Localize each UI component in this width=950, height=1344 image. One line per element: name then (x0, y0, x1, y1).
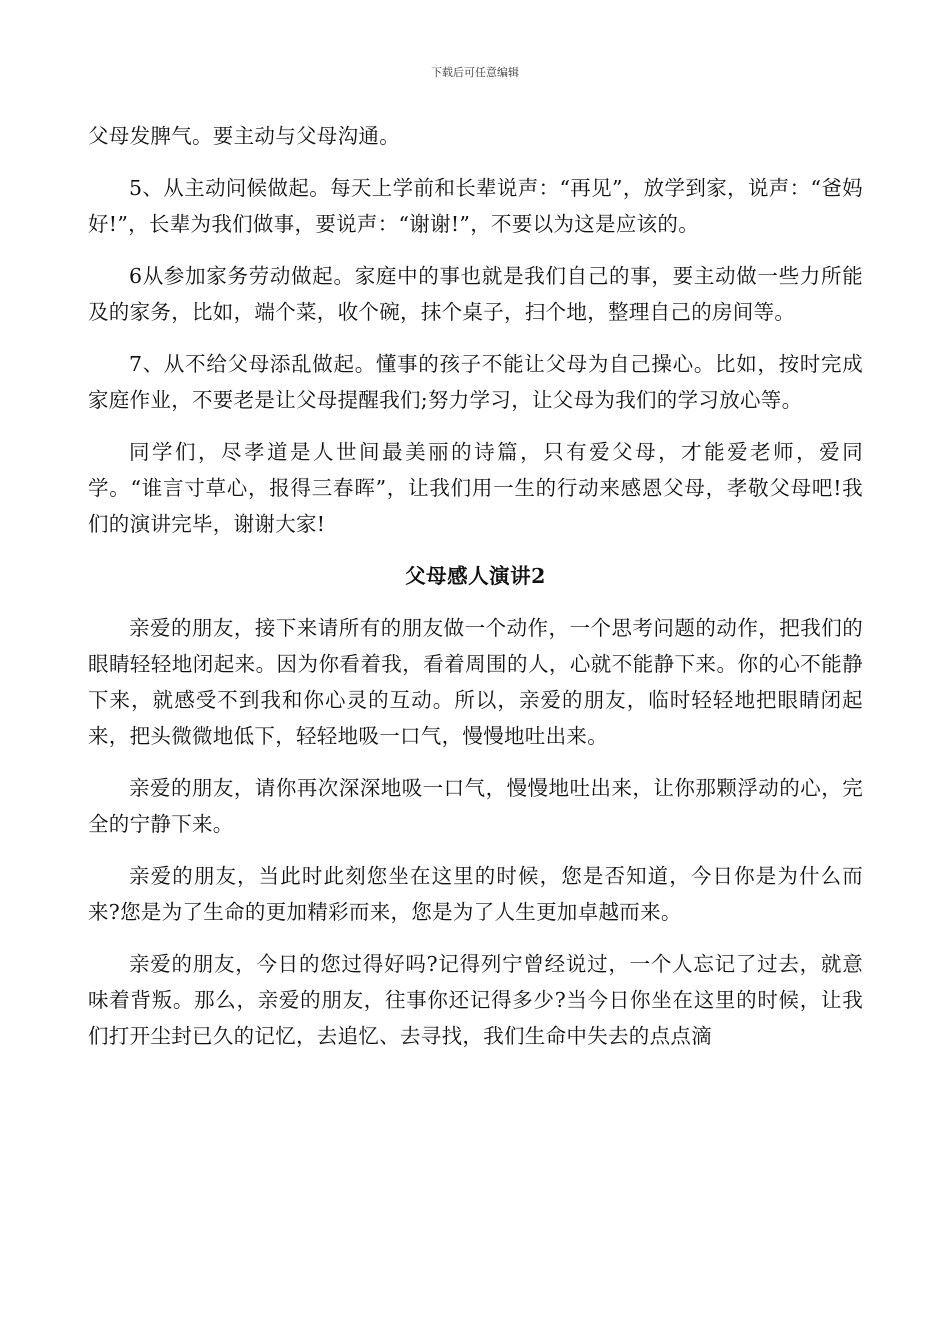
paragraph: 亲爱的朋友，当此时此刻您坐在这里的时候，您是否知道，今日你是为什么而来?您是为了生命的更加精彩而来，您是为了人生更加卓越而来。 (88, 864, 863, 924)
paragraph: 亲爱的朋友，今日的您过得好吗?记得列宁曾经说过，一个人忘记了过去，就意味着背叛。那么，亲爱的朋友，往事你还记得多少?当今日你坐在这里的时候，让我们打开尘封已久的记忆，去追忆、去寻找，我们生命中失去的点点滴 (88, 952, 863, 1048)
paragraph: 7、从不给父母添乱做起。懂事的孩子不能让父母为自己操心。比如，按时完成家庭作业，不要老是让父母提醒我们;努力学习，让父母为我们的学习放心等。 (88, 352, 863, 412)
document-body (88, 118, 863, 1070)
paragraph: 亲爱的朋友，请你再次深深地吸一口气，慢慢地吐出来，让你那颗浮动的心，完全的宁静下来。 (88, 776, 863, 836)
paragraph: 亲爱的朋友，接下来请所有的朋友做一个动作，一个思考问题的动作，把我们的眼睛轻轻地闭起来。因为你看着我，看着周围的人，心就不能静下来。你的心不能静下来，就感受不到我和你心灵的互动。所以，亲爱的朋友，临时轻轻地把眼睛闭起来，把头微微地低下，轻轻地吸一口气，慢慢地吐出来。 (88, 616, 863, 748)
paragraph: 5、从主动问候做起。每天上学前和长辈说声：“再见”，放学到家，说声：“爸妈好!”，长辈为我们做事，要说声：“谢谢!”，不要以为这是应该的。 (88, 176, 863, 236)
paragraph: 6从参加家务劳动做起。家庭中的事也就是我们自己的事，要主动做一些力所能及的家务，比如，端个菜，收个碗，抹个桌子，扫个地，整理自己的房间等。 (88, 264, 863, 324)
page-header-note: 下载后可任意编辑 (431, 66, 519, 79)
section-title: 父母感人演讲2 (405, 564, 546, 588)
paragraph: 父母发脾气。要主动与父母沟通。 (88, 124, 400, 148)
paragraph: 同学们，尽孝道是人世间最美丽的诗篇，只有爱父母，才能爱老师，爱同学。“谁言寸草心，报得三春晖”，让我们用一生的行动来感恩父母，孝敬父母吧!我们的演讲完毕，谢谢大家! (88, 440, 863, 536)
